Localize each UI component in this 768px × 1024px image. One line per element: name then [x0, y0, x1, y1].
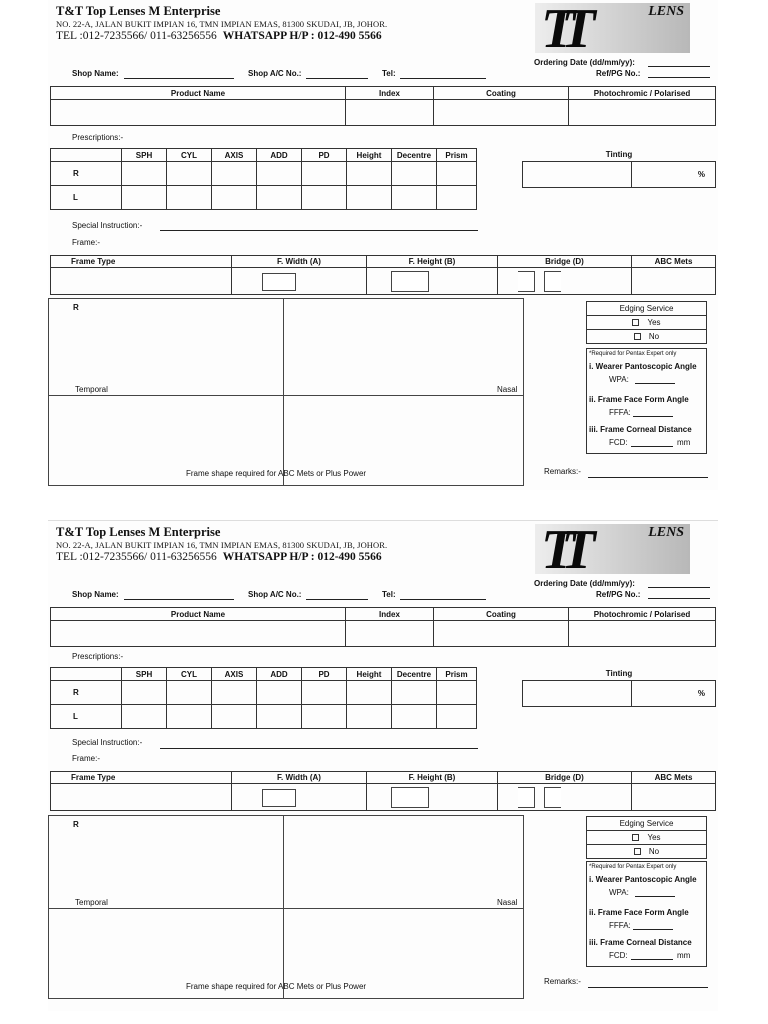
logo-tt: TT [541, 524, 582, 574]
rx-corner [51, 149, 122, 162]
company-address: NO. 22-A, JALAN BUKIT IMPIAN 16, TMN IMPIAN EMAS, 81300 SKUDAI, JB, JOHOR. [56, 540, 388, 550]
rx-cell[interactable] [122, 162, 167, 186]
rx-cell[interactable] [167, 705, 212, 729]
frame-type-cell[interactable] [51, 268, 232, 295]
f-width-cell[interactable] [232, 784, 367, 811]
company-phone [56, 551, 382, 563]
order-form-bottom [48, 520, 718, 1011]
sketch-divider-horizontal [49, 395, 523, 396]
bridge-diagram-right [544, 271, 561, 292]
checkbox-icon[interactable] [632, 834, 639, 841]
height-diagram [391, 271, 429, 292]
coating-header: Coating [434, 87, 569, 100]
product-table [50, 607, 716, 647]
logo-tt: TT [541, 3, 582, 53]
rx-row-l: L [51, 186, 122, 210]
bridge-header: Bridge (D) [498, 772, 632, 784]
axis-header: AXIS [212, 149, 257, 162]
edging-service-box [586, 301, 707, 344]
index-header: Index [346, 87, 434, 100]
ordering-date-field[interactable] [648, 66, 710, 67]
rx-cell[interactable] [122, 705, 167, 729]
shop-ac-field[interactable] [306, 599, 368, 600]
edging-yes: Yes [647, 318, 661, 327]
ref-pg-field[interactable] [648, 77, 710, 78]
rx-cell[interactable] [257, 186, 302, 210]
fcd-label: FCD: [609, 951, 628, 960]
f-width-cell[interactable] [232, 268, 367, 295]
edging-no-row[interactable] [587, 330, 706, 343]
coating-cell[interactable] [434, 100, 569, 126]
rx-cell[interactable] [392, 705, 437, 729]
wpa-field[interactable] [635, 383, 675, 384]
pd-header: PD [302, 668, 347, 681]
ffa-label: FFFA: [609, 921, 631, 930]
checkbox-icon[interactable] [632, 319, 639, 326]
prism-header: Prism [437, 668, 477, 681]
f-height-header: F. Height (B) [367, 772, 498, 784]
pentax-box [586, 861, 707, 967]
tel-numbers: TEL :012-7235566/ 011-63256556 [56, 551, 217, 563]
wpa-label: WPA: [609, 888, 629, 897]
index-cell[interactable] [346, 100, 434, 126]
photochromic-header: Photochromic / Polarised [569, 608, 716, 621]
rx-cell[interactable] [347, 162, 392, 186]
add-header: ADD [257, 149, 302, 162]
remarks-label: Remarks:- [544, 467, 581, 476]
company-address: NO. 22-A, JALAN BUKIT IMPIAN 16, TMN IMPIAN EMAS, 81300 SKUDAI, JB, JOHOR. [56, 19, 388, 29]
remarks-label: Remarks:- [544, 977, 581, 986]
pentax-note: *Required for Pentax Expert only [589, 351, 677, 357]
rx-row-l: L [51, 705, 122, 729]
shop-ac-field[interactable] [306, 78, 368, 79]
axis-header: AXIS [212, 668, 257, 681]
abc-mets-header: ABC Mets [632, 256, 716, 268]
sketch-r-label: R [73, 303, 79, 312]
checkbox-icon[interactable] [634, 333, 641, 340]
bridge-cell[interactable] [498, 268, 632, 295]
bridge-cell[interactable] [498, 784, 632, 811]
sketch-divider-horizontal [49, 908, 523, 909]
rx-cell[interactable] [212, 681, 257, 705]
whatsapp-number: WHATSAPP H/P : 012-490 5566 [222, 551, 382, 563]
rx-cell[interactable] [167, 681, 212, 705]
edging-no-row[interactable] [587, 845, 706, 858]
ref-pg-label: Ref/PG No.: [596, 69, 641, 78]
pentax-iii: iii. Frame Corneal Distance [589, 938, 692, 947]
sketch-divider-vertical [283, 816, 284, 998]
frame-type-header: Frame Type [51, 256, 232, 268]
product-name-cell[interactable] [51, 621, 346, 647]
pentax-i: i. Wearer Pantoscopic Angle [589, 362, 697, 371]
edging-yes: Yes [647, 833, 661, 842]
whatsapp-number: WHATSAPP H/P : 012-490 5566 [222, 30, 382, 42]
abc-mets-cell[interactable] [632, 268, 716, 295]
rx-cell[interactable] [347, 705, 392, 729]
rx-row-r: R [51, 162, 122, 186]
ref-pg-field[interactable] [648, 598, 710, 599]
frame-type-cell[interactable] [51, 784, 232, 811]
shop-name-label: Shop Name: [72, 590, 119, 599]
rx-cell[interactable] [257, 162, 302, 186]
rx-cell[interactable] [257, 705, 302, 729]
photochromic-header: Photochromic / Polarised [569, 87, 716, 100]
index-cell[interactable] [346, 621, 434, 647]
rx-cell[interactable] [392, 681, 437, 705]
frame-shape-sketch-area[interactable] [48, 815, 524, 999]
sketch-divider-vertical [283, 299, 284, 485]
edging-title: Edging Service [587, 302, 706, 316]
temporal-label: Temporal [75, 385, 108, 394]
sketch-footer: Frame shape required for ABC Mets or Plus Power [186, 982, 367, 991]
sketch-footer: Frame shape required for ABC Mets or Plus Power [186, 469, 367, 478]
tinting-header: Tinting [523, 667, 716, 680]
shop-ac-label: Shop A/C No.: [248, 69, 302, 78]
tinting-table [522, 148, 716, 188]
pentax-note: *Required for Pentax Expert only [589, 864, 677, 870]
rx-cell[interactable] [302, 186, 347, 210]
decentre-header: Decentre [392, 149, 437, 162]
rx-cell[interactable] [122, 186, 167, 210]
nasal-label: Nasal [497, 385, 518, 394]
tinting-cell[interactable] [523, 161, 632, 187]
remarks-field[interactable] [588, 987, 708, 988]
f-width-header: F. Width (A) [232, 256, 367, 268]
edging-yes-row[interactable] [587, 316, 706, 330]
rx-cell[interactable] [437, 162, 477, 186]
tinting-cell[interactable] [523, 680, 632, 706]
wpa-label: WPA: [609, 375, 629, 384]
width-diagram [262, 273, 296, 291]
rx-cell[interactable] [302, 705, 347, 729]
width-diagram [262, 789, 296, 807]
ordering-date-label: Ordering Date (dd/mm/yy): [534, 58, 635, 67]
wpa-field[interactable] [635, 896, 675, 897]
remarks-field[interactable] [588, 477, 708, 478]
rx-cell[interactable] [122, 681, 167, 705]
tt-lens-logo [535, 3, 690, 53]
frame-label: Frame:- [72, 754, 100, 763]
fcd-field[interactable] [631, 959, 673, 960]
rx-cell[interactable] [167, 186, 212, 210]
tinting-table [522, 667, 716, 707]
ffa-field[interactable] [633, 416, 673, 417]
height-diagram [391, 787, 429, 808]
rx-cell[interactable] [437, 186, 477, 210]
fcd-field[interactable] [631, 446, 673, 447]
rx-cell[interactable] [347, 186, 392, 210]
photochromic-cell[interactable] [569, 100, 716, 126]
edging-yes-row[interactable] [587, 831, 706, 845]
index-header: Index [346, 608, 434, 621]
product-name-cell[interactable] [51, 100, 346, 126]
pentax-box [586, 348, 707, 454]
coating-cell[interactable] [434, 621, 569, 647]
ordering-date-label: Ordering Date (dd/mm/yy): [534, 579, 635, 588]
f-height-cell[interactable] [367, 268, 498, 295]
special-instruction-field[interactable] [160, 230, 478, 231]
special-instruction-label: Special Instruction:- [72, 738, 143, 747]
tinting-header: Tinting [523, 148, 716, 161]
rx-cell[interactable] [437, 705, 477, 729]
abc-mets-cell[interactable] [632, 784, 716, 811]
order-form-top [48, 0, 718, 490]
cyl-header: CYL [167, 149, 212, 162]
tinting-percent: % [632, 680, 716, 706]
product-name-header: Product Name [51, 87, 346, 100]
f-height-cell[interactable] [367, 784, 498, 811]
tel-label: Tel: [382, 590, 396, 599]
edging-no: No [648, 847, 660, 856]
coating-header: Coating [434, 608, 569, 621]
pentax-ii: ii. Frame Face Form Angle [589, 908, 689, 917]
sph-header: SPH [122, 668, 167, 681]
edging-no: No [648, 332, 660, 341]
frame-type-header: Frame Type [51, 772, 232, 784]
shop-ac-label: Shop A/C No.: [248, 590, 302, 599]
rx-cell[interactable] [347, 681, 392, 705]
tel-field[interactable] [400, 78, 486, 79]
shop-name-field[interactable] [124, 599, 234, 600]
company-name: T&T Top Lenses M Enterprise [56, 4, 221, 18]
ordering-date-field[interactable] [648, 587, 710, 588]
frame-shape-sketch-area[interactable] [48, 298, 524, 486]
sph-header: SPH [122, 149, 167, 162]
sketch-r-label: R [73, 820, 79, 829]
shop-name-label: Shop Name: [72, 69, 119, 78]
f-width-header: F. Width (A) [232, 772, 367, 784]
rx-cell[interactable] [392, 186, 437, 210]
tel-field[interactable] [400, 599, 486, 600]
height-header: Height [347, 149, 392, 162]
rx-cell[interactable] [392, 162, 437, 186]
rx-cell[interactable] [302, 681, 347, 705]
ffa-label: FFFA: [609, 408, 631, 417]
special-instruction-label: Special Instruction:- [72, 221, 143, 230]
cyl-header: CYL [167, 668, 212, 681]
tel-label: Tel: [382, 69, 396, 78]
pentax-ii: ii. Frame Face Form Angle [589, 395, 689, 404]
rx-cell[interactable] [212, 162, 257, 186]
prism-header: Prism [437, 149, 477, 162]
tel-numbers: TEL :012-7235566/ 011-63256556 [56, 30, 217, 42]
shop-name-field[interactable] [124, 78, 234, 79]
nasal-label: Nasal [497, 898, 518, 907]
f-height-header: F. Height (B) [367, 256, 498, 268]
bridge-diagram-left [518, 271, 535, 292]
prescription-table [50, 148, 477, 210]
company-phone [56, 30, 382, 42]
abc-mets-header: ABC Mets [632, 772, 716, 784]
prescriptions-label: Prescriptions:- [72, 133, 124, 142]
photochromic-cell[interactable] [569, 621, 716, 647]
rx-corner [51, 668, 122, 681]
tinting-percent: % [632, 161, 716, 187]
frame-table [50, 255, 716, 295]
rx-cell[interactable] [437, 681, 477, 705]
add-header: ADD [257, 668, 302, 681]
checkbox-icon[interactable] [634, 848, 641, 855]
fcd-label: FCD: [609, 438, 628, 447]
fcd-unit: mm [677, 438, 691, 447]
rx-cell[interactable] [212, 705, 257, 729]
frame-table [50, 771, 716, 811]
tt-lens-logo [535, 524, 690, 574]
height-header: Height [347, 668, 392, 681]
rx-cell[interactable] [257, 681, 302, 705]
temporal-label: Temporal [75, 898, 108, 907]
logo-lens: LENS [648, 4, 684, 19]
prescription-table [50, 667, 477, 729]
bridge-diagram-right [544, 787, 561, 808]
edging-service-box [586, 816, 707, 859]
prescriptions-label: Prescriptions:- [72, 652, 124, 661]
rx-row-r: R [51, 681, 122, 705]
decentre-header: Decentre [392, 668, 437, 681]
fcd-unit: mm [677, 951, 691, 960]
product-table [50, 86, 716, 126]
special-instruction-field[interactable] [160, 748, 478, 749]
rx-cell[interactable] [302, 162, 347, 186]
pentax-i: i. Wearer Pantoscopic Angle [589, 875, 697, 884]
product-name-header: Product Name [51, 608, 346, 621]
bridge-diagram-left [518, 787, 535, 808]
ffa-field[interactable] [633, 929, 673, 930]
rx-cell[interactable] [212, 186, 257, 210]
edging-title: Edging Service [587, 817, 706, 831]
pentax-iii: iii. Frame Corneal Distance [589, 425, 692, 434]
logo-lens: LENS [648, 525, 684, 540]
bridge-header: Bridge (D) [498, 256, 632, 268]
company-name: T&T Top Lenses M Enterprise [56, 525, 221, 539]
ref-pg-label: Ref/PG No.: [596, 590, 641, 599]
pd-header: PD [302, 149, 347, 162]
frame-label: Frame:- [72, 238, 100, 247]
rx-cell[interactable] [167, 162, 212, 186]
